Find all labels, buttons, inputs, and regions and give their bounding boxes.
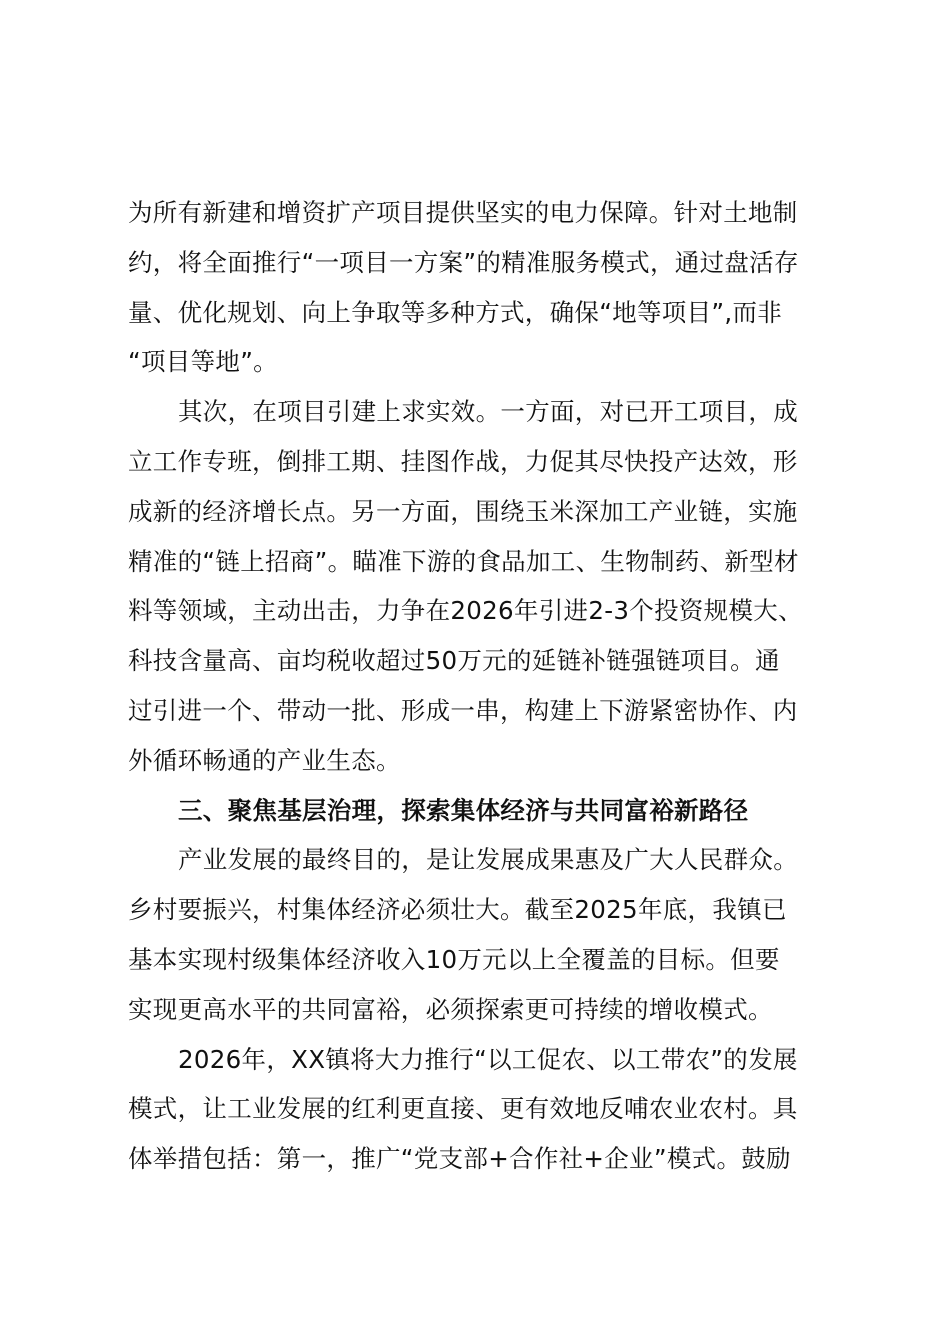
text-line: 过引进一个、带动一批、形成一串，构建上下游紧密协作、内 (128, 695, 798, 725)
text-line: 2026年，XX镇将大力推行“以工促农、以工带农”的发展 (178, 1044, 798, 1074)
text-line: 精准的“链上招商”。瞄准下游的食品加工、生物制药、新型材 (128, 546, 799, 576)
text-line: 科技含量高、亩均税收超过50万元的延链补链强链项目。通 (128, 646, 780, 676)
text-line: 模式，让工业发展的红利更直接、更有效地反哺农业农村。具 (128, 1094, 798, 1124)
text-line: 为所有新建和增资扩产项目提供坚实的电力保障。针对土地制 (128, 198, 798, 227)
text-line: 量、优化规划、向上争取等多种方式，确保“地等项目”,而非 (128, 297, 783, 327)
text-line: 约，将全面推行“一项目一方案”的精准服务模式，通过盘活存 (128, 247, 799, 277)
text-line: “项目等地”。 (128, 347, 278, 377)
paragraph (128, 387, 848, 785)
text-line: 乡村要振兴，村集体经济必须壮大。截至2025年底，我镇已 (128, 895, 787, 925)
text-line: 立工作专班，倒排工期、挂图作战，力促其尽快投产达效，形 (128, 446, 798, 476)
text-line: 三、聚焦基层治理，探索集体经济与共同富裕新路径 (178, 795, 749, 825)
document-page (128, 188, 848, 1184)
text-line: 产业发展的最终目的，是让发展成果惠及广大人民群众。 (178, 845, 798, 875)
text-line: 成新的经济增长点。另一方面，围绕玉米深加工产业链，实施 (128, 496, 798, 526)
text-line: 外循环畅通的产业生态。 (128, 745, 401, 775)
text-line: 其次，在项目引建上求实效。一方面，对已开工项目，成 (178, 397, 798, 427)
paragraph (128, 188, 848, 387)
text-line: 料等领域，主动出击，力争在2026年引进2-3个投资规模大、 (128, 596, 803, 626)
text-line: 基本实现村级集体经济收入10万元以上全覆盖的目标。但要 (128, 944, 780, 974)
section-heading (128, 786, 848, 836)
paragraph (128, 835, 848, 1034)
text-line: 实现更高水平的共同富裕，必须探索更可持续的增收模式。 (128, 994, 773, 1024)
paragraph (128, 1035, 848, 1184)
text-line: 体举措包括：第一，推广“党支部+合作社+企业”模式。鼓励 (128, 1144, 791, 1174)
